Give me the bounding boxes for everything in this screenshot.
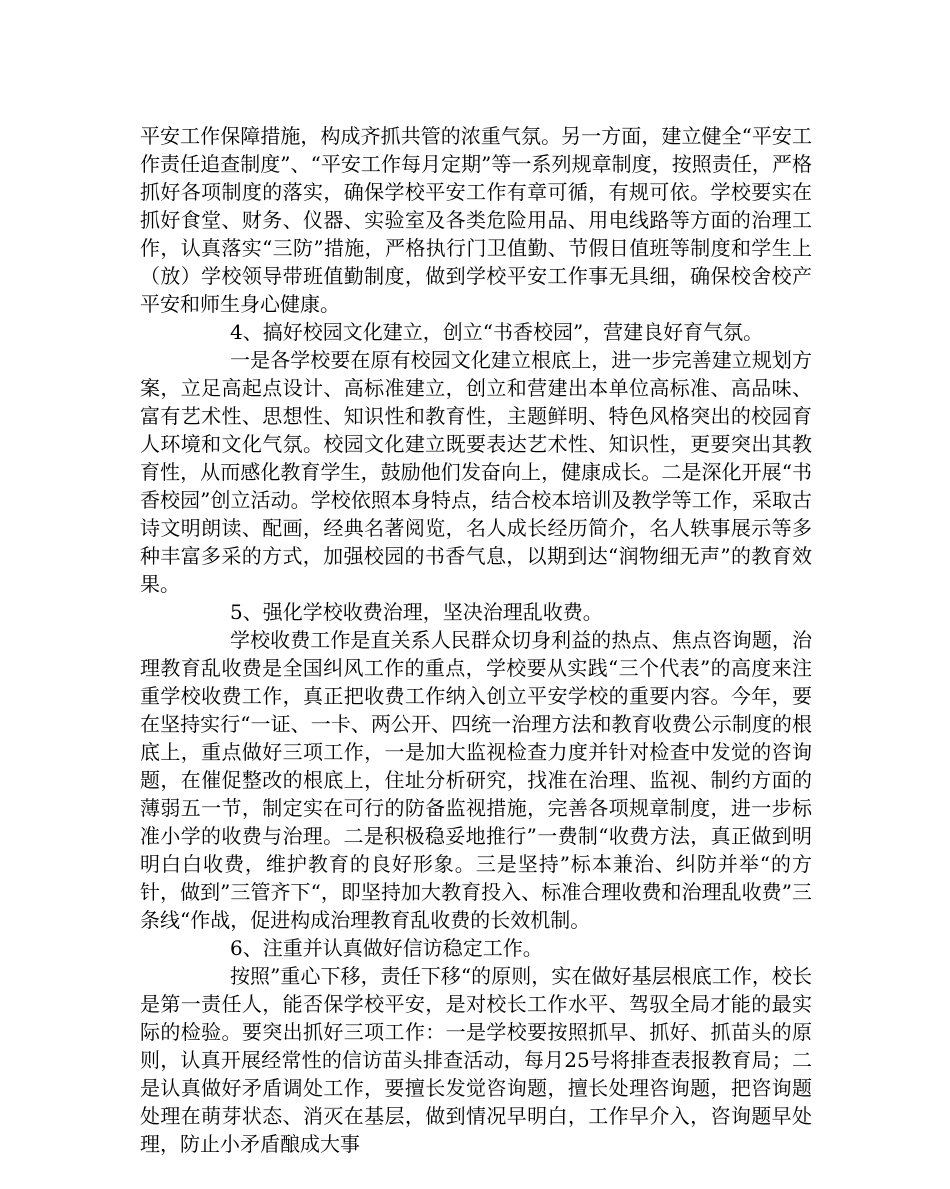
paragraph-safety-measures: 平安工作保障措施，构成齐抓共管的浓重气氛。另一方面，建立健全“平安工作责任追查制度”、“平安工作每月定期”等一系列规章制度，按照责任，严格抓好各项制度的落实，确保学校平安工作有章可循，有规可依。学校要实在抓好食堂、财务、仪器、实验室及各类危险用品、用电线路等方面的治理工作，认真落实“三防”措施，严格执行门卫值勤、节假日值班等制度和学生上（放）学校领导带班值勤制度，做到学校平安工作事无具细，确保校舍校产平安和师生身心健康。 [140,124,812,316]
heading-petition-stability: 6、注重并认真做好信访稳定工作。 [230,936,543,960]
paragraph-fee-management: 学校收费工作是直关系人民群众切身利益的热点、焦点咨询题，治理教育乱收费是全国纠风工作的重点，学校要从实践“三个代表”的高度来注重学校收费工作，真正把收费工作纳入创立平安学校的重要内容。今年，要在坚持实行“一证、一卡、两公开、四统一治理方法和教育收费公示制度的根底上，重点做好三项工作，一是加大监视检查力度并针对检查中发觉的咨询题，在催促整改的根底上，住址分析研究，找准在治理、监视、制约方面的薄弱五一节，制定实在可行的防备监视措施，完善各项规章制度，进一步标准小学的收费与治理。二是积极稳妥地推行”一费制“收费方法，真正做到明明白白收费，维护教育的良好形象。三是坚持”标本兼治、纠防并举“的方针，做到”三管齐下“，即坚持加大教育投入、标准合理收费和治理乱收费”三条线“作战，促进构成治理教育乱收费的长效机制。 [140,628,812,932]
heading-fee-management: 5、强化学校收费治理，坚决治理乱收费。 [230,600,603,624]
heading-campus-culture: 4、搞好校园文化建立，创立“书香校园”，营建良好育气氛。 [230,320,764,344]
paragraph-petition-stability: 按照”重心下移，责任下移“的原则，实在做好基层根底工作，校长是第一责任人，能否保学校平安，是对校长工作水平、驾驭全局才能的最实际的检验。要突出抓好三项工作：一是学校要按照抓早、抓好、抓苗头的原则，认真开展经常性的信访苗头排查活动，每月25号将排查表报教育局；二是认真做好矛盾调处工作，要擅长发觉咨询题，擅长处理咨询题，把咨询题处理在萌芽状态、消灭在基层，做到情况早明白，工作早介入，咨询题早处理，防止小矛盾酿成大事 [140,964,812,1156]
paragraph-campus-culture: 一是各学校要在原有校园文化建立根底上，进一步完善建立规划方案，立足高起点设计、高标准建立，创立和营建出本单位高标准、高品味、富有艺术性、思想性、知识性和教育性，主题鲜明、特色风格突出的校园育人环境和文化气氛。校园文化建立既要表达艺术性、知识性，更要突出其教育性，从而感化教育学生，鼓励他们发奋向上，健康成长。二是深化开展“书香校园”创立活动。学校依照本身特点，结合校本培训及教学等工作，采取古诗文明朗读、配画，经典名著阅览，名人成长经历简介，名人轶事展示等多种丰富多采的方式，加强校园的书香气息，以期到达“润物细无声”的教育效果。 [140,348,812,596]
document-page [140,122,812,1158]
